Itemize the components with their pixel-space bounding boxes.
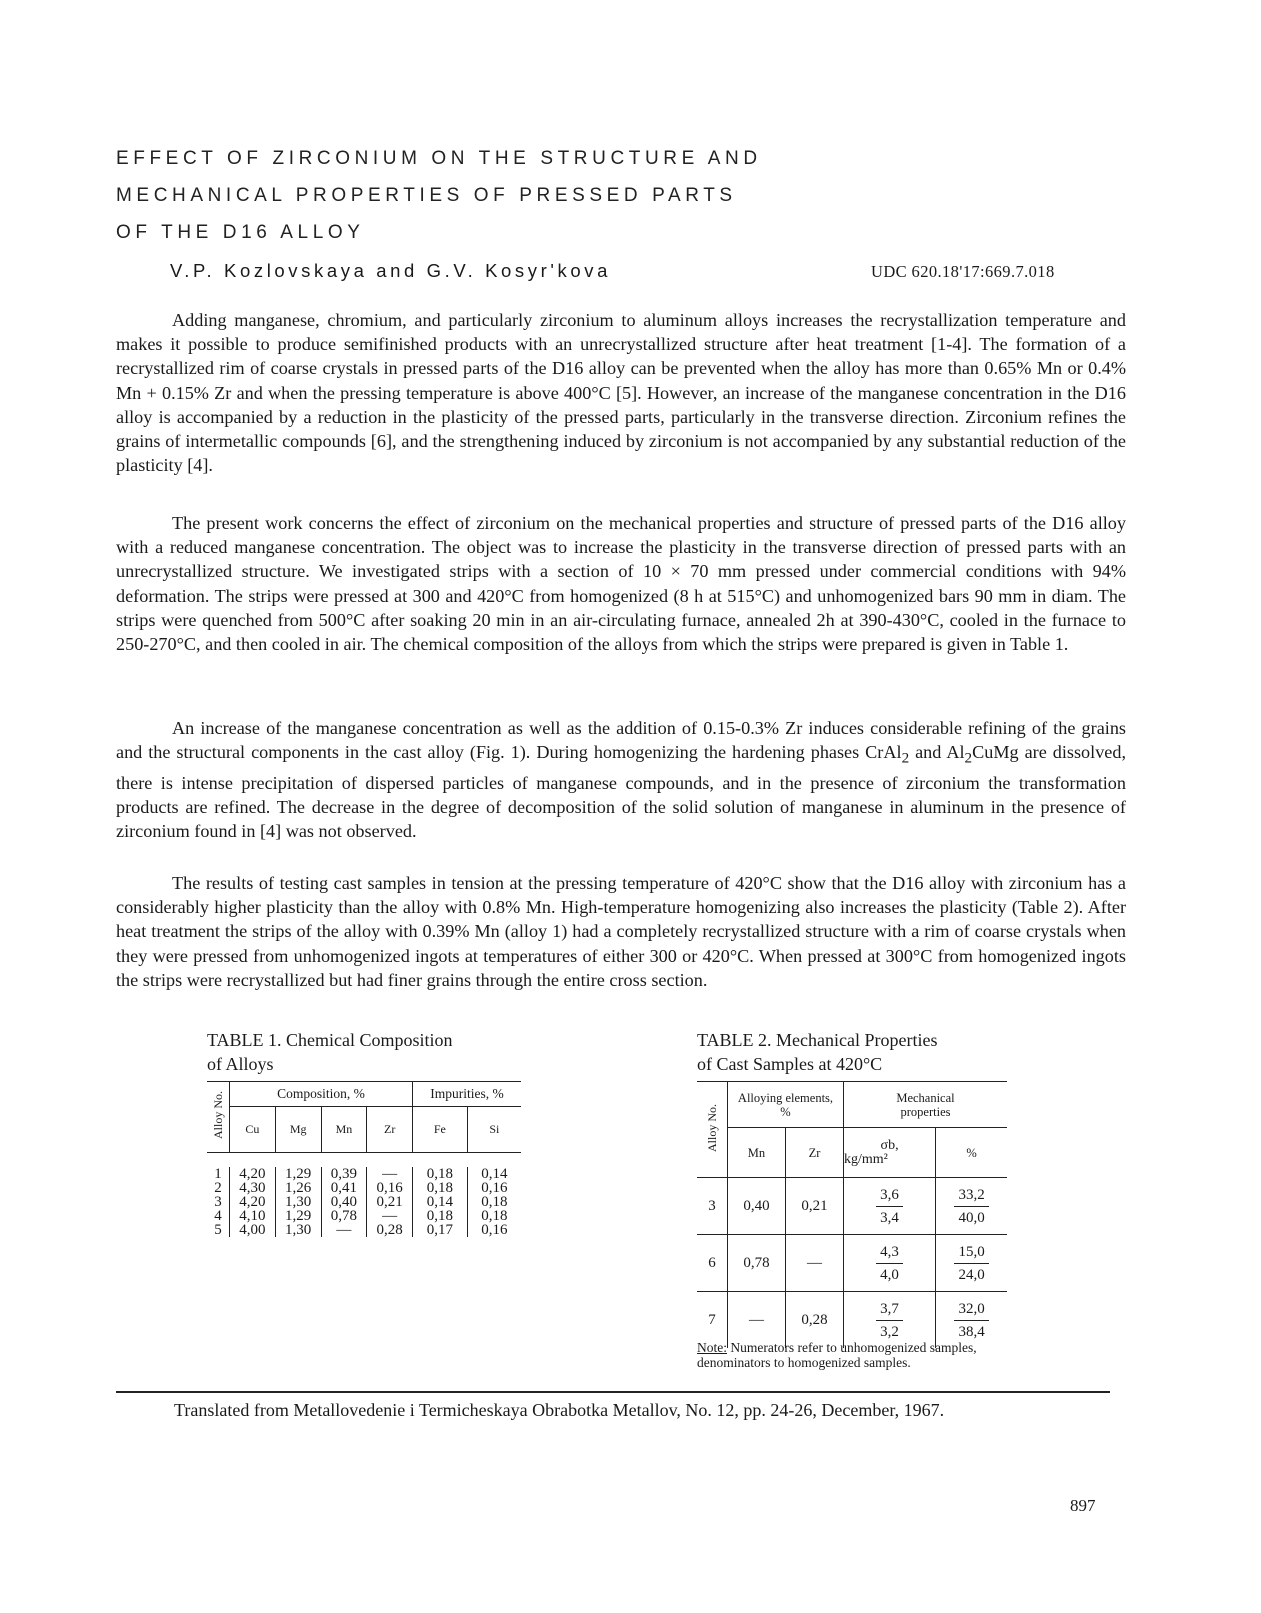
cell-fe: 0,14	[413, 1195, 468, 1209]
table-row	[697, 1178, 1007, 1235]
footnote-rule	[116, 1391, 1110, 1393]
cell-mn: 0,78	[321, 1209, 367, 1223]
cell-mn: 0,78	[728, 1235, 786, 1292]
cell-fe: 0,18	[413, 1167, 468, 1181]
cell-mg: 1,26	[275, 1181, 321, 1195]
table-2-note	[697, 1340, 1017, 1370]
cell-delta	[936, 1235, 1007, 1292]
cell-fe: 0,17	[413, 1223, 468, 1237]
cell-sigma	[843, 1178, 935, 1235]
cell-cu: 4,00	[230, 1223, 276, 1237]
paragraph-4: The results of testing cast samples in tension at the pressing temperature of 420°C show that the D16 alloy with zirconium has a considerably higher plasticity than the alloy with 0.8% Mn. High-temperature homogenizing also increases the plasticity (Table 2). After heat treatment the strips of the alloy with 0.39% Mn (alloy 1) had a completely recrystallized structure with a rim of coarse crystals when they were pressed from unhomogenized ingots at temperatures of either 300 or 420°C. When pressed at 300°C from homogenized ingots the strips were recrystallized but had finer grains through the entire cross section.	[116, 873, 1126, 990]
table-row	[207, 1195, 521, 1209]
cell-sigma	[843, 1235, 935, 1292]
table-row	[207, 1181, 521, 1195]
fraction	[876, 1300, 903, 1341]
cell-cu: 4,10	[230, 1209, 276, 1223]
cell-zr: —	[367, 1209, 413, 1223]
cell-si: 0,18	[481, 1207, 508, 1224]
cell-mn: 0,40	[728, 1178, 786, 1235]
denominator: 24,0	[958, 1266, 985, 1283]
col-fe: Fe	[413, 1107, 468, 1153]
denominator: 38,4	[958, 1323, 985, 1340]
cell-alloy: 7	[697, 1292, 728, 1349]
page-number: 897	[1070, 1496, 1096, 1515]
cell-cu: 4,20	[230, 1195, 276, 1209]
paragraph-3-part-b: and Al	[909, 742, 965, 763]
mechanical-properties-header: Mechanical properties	[843, 1082, 1007, 1128]
numerator: 3,7	[876, 1300, 903, 1321]
col-si: Si	[489, 1122, 500, 1136]
cell-cu: 4,30	[230, 1181, 276, 1195]
fraction	[954, 1300, 988, 1341]
paragraph-3-part-c: CuMg are dissolved, there is intense precipitation of dispersed particles of manganese compounds, and in the presence of zirconium the transformation products are refined. The decrease in the degree of decomposition of the solid solution of manganese in aluminum in the presence of zirconium found in [4] was not observed.	[116, 742, 1126, 842]
alloy-no-header	[697, 1082, 728, 1178]
alloy-no-header	[207, 1082, 230, 1153]
fraction	[876, 1243, 903, 1284]
cell-si: 0,16	[481, 1221, 508, 1238]
paper-title	[116, 140, 762, 251]
cell-zr: 0,28	[367, 1223, 413, 1237]
subscript: 2	[901, 749, 910, 767]
cell-zr: 0,21	[367, 1195, 413, 1209]
cell-mn: 0,40	[321, 1195, 367, 1209]
cell-alloy: 6	[697, 1235, 728, 1292]
cell-mg: 1,29	[275, 1209, 321, 1223]
cell-zr: 0,21	[785, 1178, 843, 1235]
col-mn: Mn	[728, 1128, 786, 1178]
cell-zr: 0,28	[785, 1292, 843, 1349]
table-2-caption-line-2: of Cast Samples at 420°C	[697, 1054, 883, 1074]
table-1-caption-line-2: of Alloys	[207, 1054, 274, 1074]
numerator: 15,0	[954, 1243, 988, 1264]
cell-mg: 1,29	[275, 1167, 321, 1181]
table-row	[207, 1223, 521, 1237]
denominator: 4,0	[880, 1266, 899, 1283]
table-row	[697, 1235, 1007, 1292]
cell-alloy: 4	[207, 1209, 230, 1223]
table-2-caption	[697, 1028, 938, 1076]
cell-mg: 1,30	[275, 1223, 321, 1237]
cell-zr: —	[785, 1235, 843, 1292]
cell-mn: 0,41	[321, 1181, 367, 1195]
title-line-2: MECHANICAL PROPERTIES OF PRESSED PARTS	[116, 185, 737, 206]
cell-alloy: 5	[207, 1223, 230, 1237]
col-mn: Mn	[321, 1107, 367, 1153]
paragraph-1: Adding manganese, chromium, and particularly zirconium to aluminum alloys increases the recrystallization temperature and makes it possible to produce semifinished products with an unrecrystallized structure after heat treatment [1-4]. The formation of a recrystallized rim of coarse crystals in pressed parts of the D16 alloy can be prevented when the alloy has more than 0.65% Mn or 0.4% Mn + 0.15% Zr and when the pressing temperature is above 400°C [5]. However, an increase of the manganese concentration in the D16 alloy is accompanied by a reduction in the plasticity of the pressed parts, particularly in the transverse direction. Zirconium refines the grains of intermetallic compounds [6], and the strengthening induced by zirconium is not accompanied by any substantial reduction of the plasticity [4].	[116, 310, 1126, 476]
denominator: 40,0	[958, 1209, 985, 1226]
fraction	[954, 1186, 988, 1227]
col-mg: Mg	[275, 1107, 321, 1153]
cell-zr: —	[367, 1167, 413, 1181]
title-line-3: OF THE D16 ALLOY	[116, 222, 365, 243]
cell-fe: 0,18	[413, 1209, 468, 1223]
denominator: 3,2	[880, 1323, 899, 1340]
cell-alloy: 3	[207, 1195, 230, 1209]
paragraph-3	[116, 716, 1126, 844]
cell-alloy: 3	[697, 1178, 728, 1235]
cell-zr: 0,16	[367, 1181, 413, 1195]
paragraph-3-part-a: An increase of the manganese concentration as well as the addition of 0.15-0.3% Zr induces considerable refining of the grains and the structural components in the cast alloy (Fig. 1). During homogenizing the hardening phases CrAl	[116, 718, 1126, 763]
cell-mn: —	[728, 1292, 786, 1349]
table-1	[207, 1081, 521, 1237]
note-text: Numerators refer to unhomogenized samples, denominators to homogenized samples.	[697, 1340, 977, 1370]
col-cu: Cu	[230, 1107, 276, 1153]
composition-header: Composition, %	[230, 1082, 413, 1107]
cell-si: 0,18	[481, 1193, 508, 1210]
paragraph-2: The present work concerns the effect of zirconium on the mechanical properties and structure of pressed parts of the D16 alloy with a reduced manganese concentration. The object was to increase the plasticity in the transverse direction of pressed parts with an unrecrystallized structure. We investigated strips with a section of 10 × 70 mm pressed under commercial conditions with 94% deformation. The strips were pressed at 300 and 420°C from homogenized (8 h at 515°C) and unhomogenized bars 90 mm in diam. The strips were quenched from 500°C after soaking 20 min in an air-circulating furnace, annealed 2h at 390-430°C, cooled in the furnace to 250-270°C, and then cooled in air. The chemical composition of the alloys from which the strips were prepared is given in Table 1.	[116, 513, 1126, 655]
numerator: 3,6	[876, 1186, 903, 1207]
denominator: 3,4	[880, 1209, 899, 1226]
col-zr: Zr	[367, 1107, 413, 1153]
cell-fe: 0,18	[413, 1181, 468, 1195]
cell-alloy: 2	[207, 1181, 230, 1195]
cell-si: 0,16	[481, 1179, 508, 1196]
fraction	[954, 1243, 988, 1284]
title-line-1: EFFECT OF ZIRCONIUM ON THE STRUCTURE AND	[116, 148, 762, 169]
cell-mg: 1,30	[275, 1195, 321, 1209]
numerator: 4,3	[876, 1243, 903, 1264]
authors: V.P. Kozlovskaya and G.V. Kosyr'kova	[170, 260, 611, 281]
alloy-no-header-text: Alloy No.	[210, 1091, 225, 1139]
cell-cu: 4,20	[230, 1167, 276, 1181]
col-sigma-symbol: σb,	[880, 1137, 899, 1153]
table-2	[697, 1081, 1007, 1348]
subscript: 2	[964, 749, 973, 767]
col-zr: Zr	[785, 1128, 843, 1178]
table-row	[207, 1167, 521, 1181]
table-1-caption-line-1: TABLE 1. Chemical Composition	[207, 1030, 453, 1050]
table-1-caption	[207, 1028, 453, 1076]
numerator: 33,2	[954, 1186, 988, 1207]
numerator: 32,0	[954, 1300, 988, 1321]
cell-delta	[936, 1178, 1007, 1235]
note-label: Note:	[697, 1340, 727, 1355]
col-sigma	[843, 1128, 935, 1178]
cell-mn: 0,39	[321, 1167, 367, 1181]
udc-code: UDC 620.18'17:669.7.018	[871, 262, 1055, 281]
translation-footnote: Translated from Metallovedenie i Termicheskaya Obrabotka Metallov, No. 12, pp. 24-26, December, 1967.	[174, 1400, 945, 1420]
col-delta: %	[966, 1145, 977, 1160]
col-sigma-unit: kg/mm²	[843, 1151, 888, 1167]
impurities-header: Impurities, %	[413, 1082, 521, 1107]
table-row	[207, 1209, 521, 1223]
cell-mn: —	[321, 1223, 367, 1237]
table-2-caption-line-1: TABLE 2. Mechanical Properties	[697, 1030, 938, 1050]
cell-alloy: 1	[207, 1167, 230, 1181]
alloy-no-header-text: Alloy No.	[705, 1104, 719, 1152]
cell-si: 0,14	[481, 1165, 508, 1182]
alloying-elements-header: Alloying elements, %	[728, 1082, 844, 1128]
fraction	[876, 1186, 903, 1227]
